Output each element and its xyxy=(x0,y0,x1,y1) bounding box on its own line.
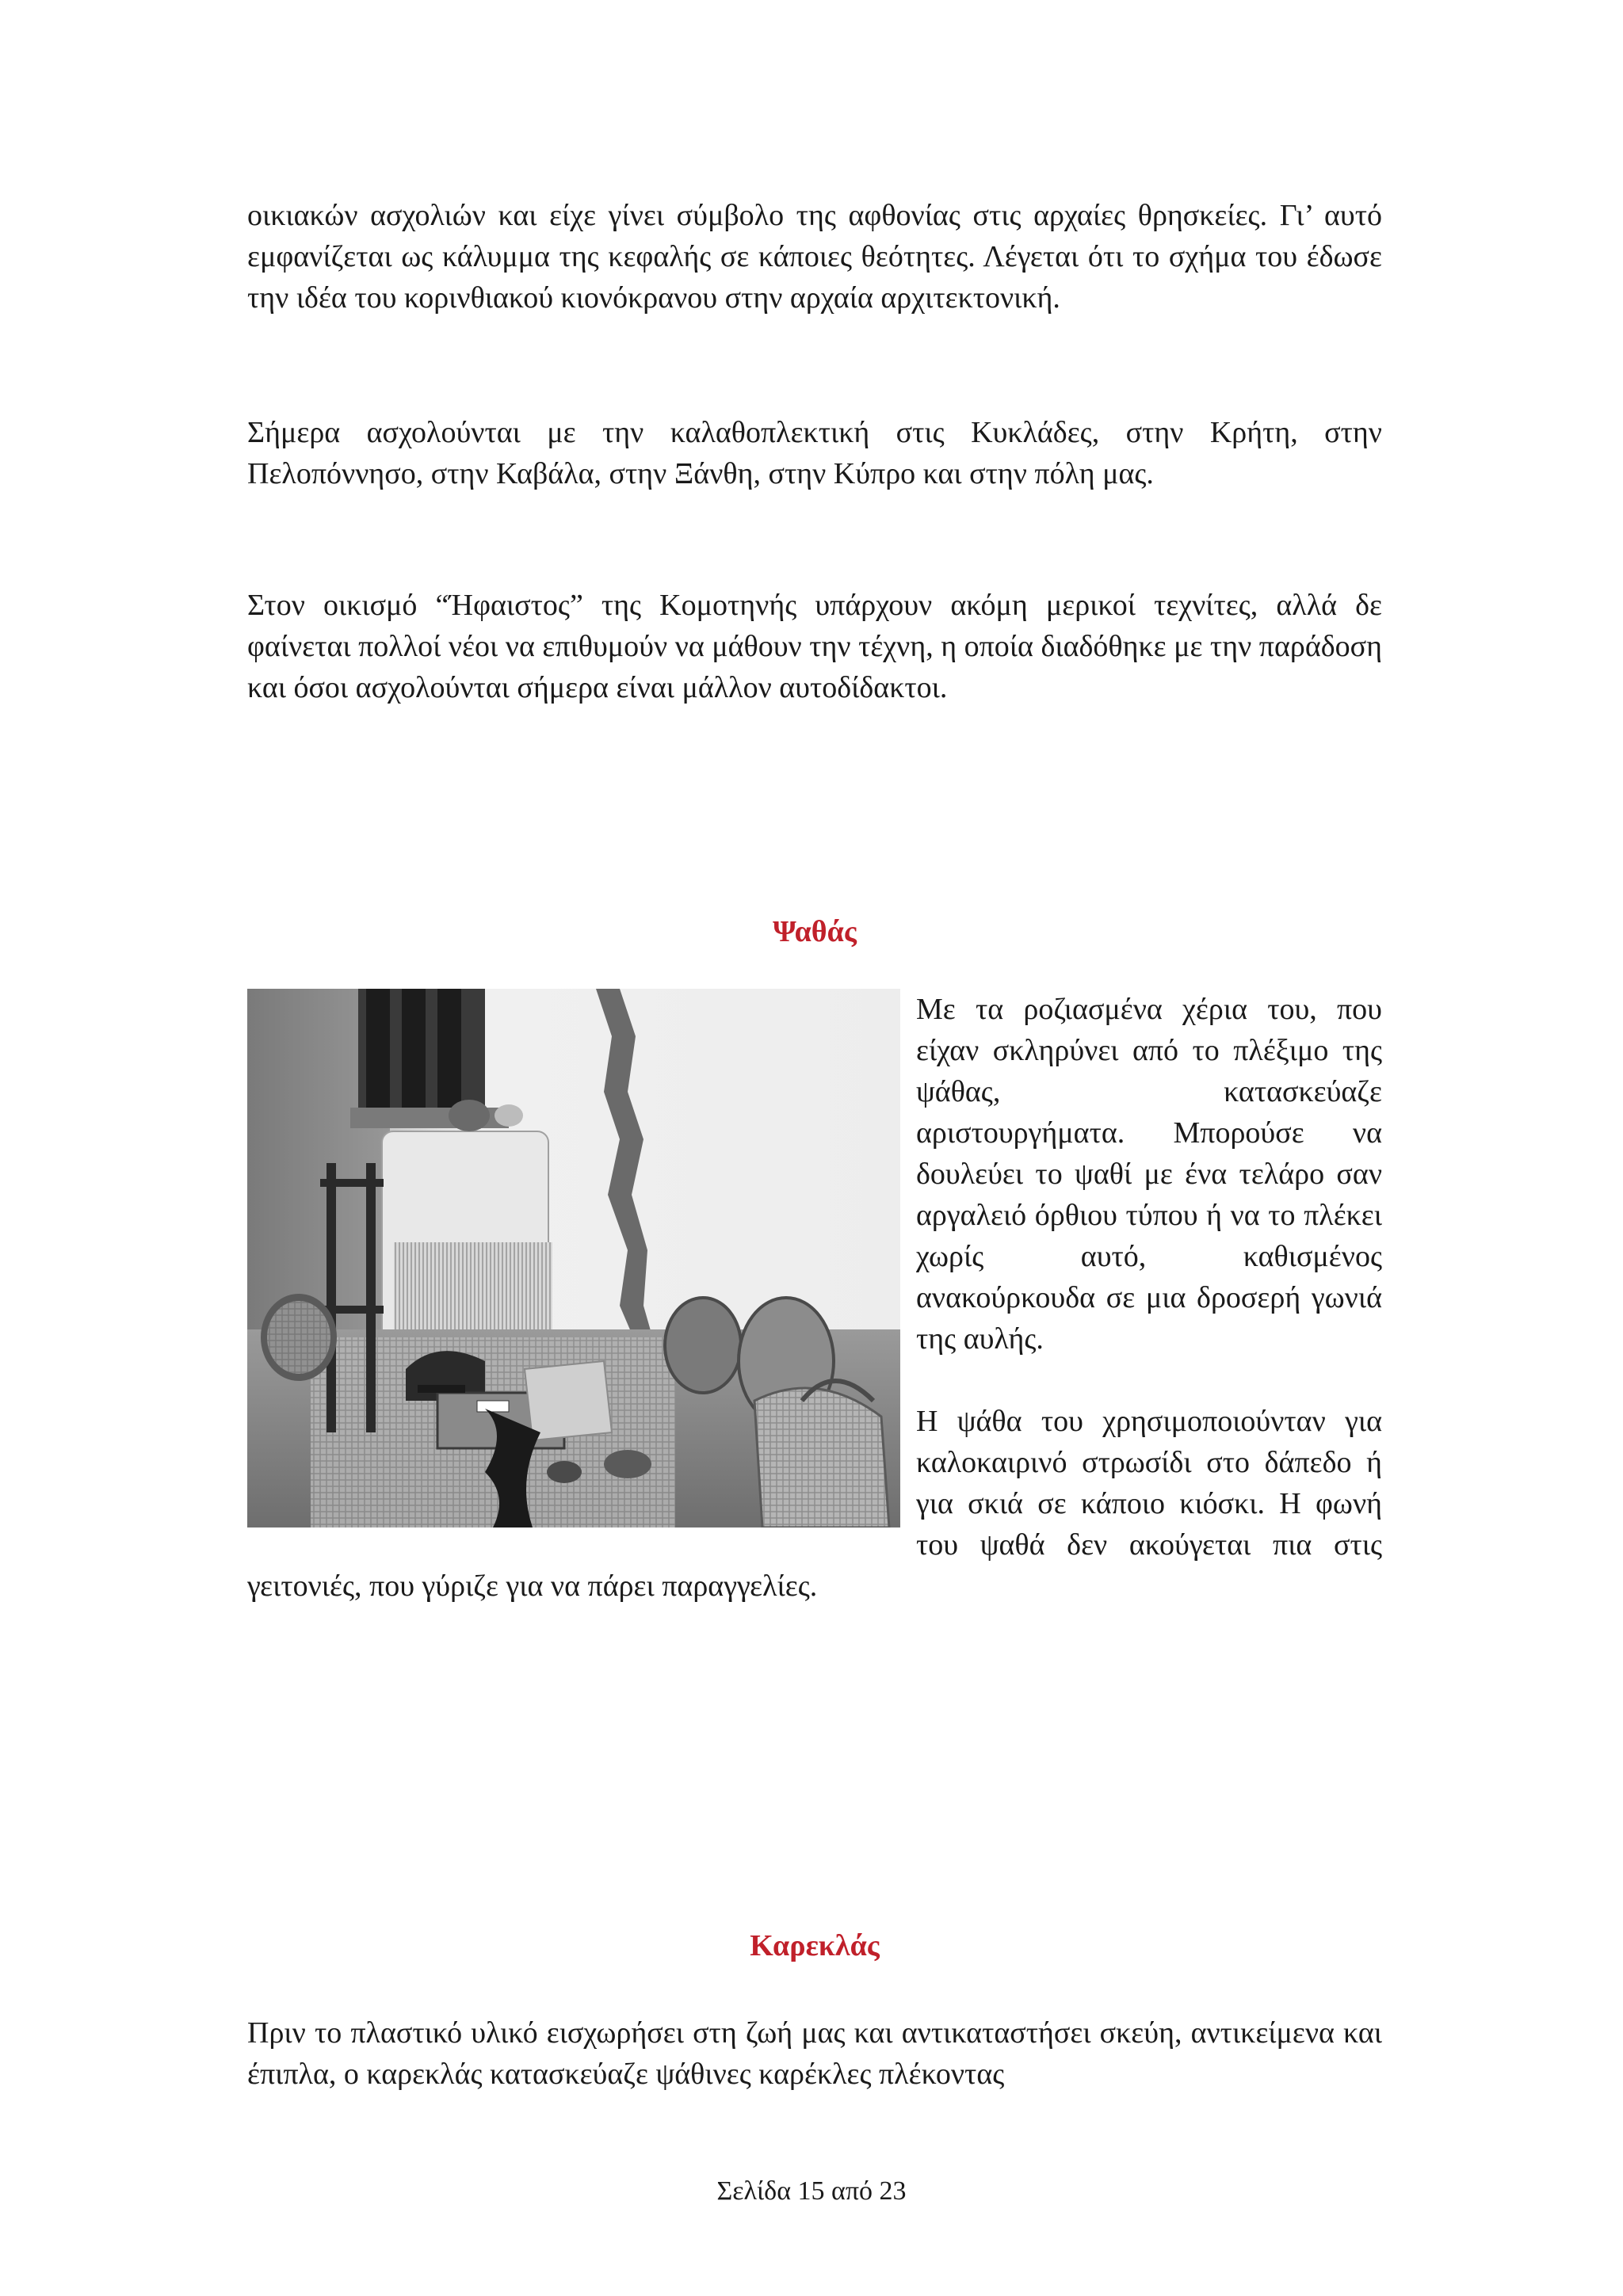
section-heading-psathas: Ψαθάς xyxy=(773,915,857,948)
paragraph-psathas-craft: Με τα ροζιασμένα χέρια του, που είχαν σκληρύνει από το πλέξιμο της ψάθας, κατασκεύαζε αριστουργήματα. Μπορούσε να δουλεύει το ψαθί με ένα τελάρο σαν αργαλειό όρθιου τύπου ή να το πλέκει χωρίς αυτό, καθισμένος ανακούρκουδα σε μια δροσερή γωνιά της αυλής. xyxy=(916,993,1382,1356)
paragraph-kareklas-intro xyxy=(247,2012,1382,2095)
psathas-section-body xyxy=(247,989,1382,1607)
paragraph-basketry-today xyxy=(247,412,1382,494)
paragraph-basketry-history xyxy=(247,195,1382,318)
section-heading-kareklas: Καρεκλάς xyxy=(750,1929,880,1962)
paragraph-text: Στον οικισμό “Ήφαιστος” της Κομοτηνής υπάρχουν ακόμη μερικοί τεχνίτες, αλλά δε φαίνεται πολλοί νέοι να επιθυμούν να μάθουν την τέχνη, η οποία διαδόθηκε με την παράδοση και όσοι ασχολούνται σήμερα είναι μάλλον αυτοδίδακτοι. xyxy=(247,589,1382,704)
page-number-footer: Σελίδα 15 από 23 xyxy=(716,2176,907,2206)
paragraph-psathas-uses: Η ψάθα του χρησιμοποιούνταν για καλοκαιρινό στρωσίδι στο δάπεδο ή για σκιά σε κάποιο κιόσκι. Η φωνή του ψαθά δεν ακούγεται πια στις γειτονιές, που γύριζε για να πάρει παραγγελίες. xyxy=(247,1405,1382,1603)
museum-photo-straw-crafts xyxy=(247,989,900,1527)
paragraph-hephaestus-settlement xyxy=(247,585,1382,708)
museum-photo-illustration xyxy=(247,989,900,1527)
paragraph-text: οικιακών ασχολιών και είχε γίνει σύμβολο της αφθονίας στις αρχαίες θρησκείες. Γι’ αυτό εμφανίζεται ως κάλυμμα της κεφαλής σε κάποιες θεότητες. Λέγεται ότι το σχήμα του έδωσε την ιδέα του κορινθιακού κιονόκρανου στην αρχαία αρχιτεκτονική. xyxy=(247,199,1382,315)
paragraph-text: Πριν το πλαστικό υλικό εισχωρήσει στη ζωή μας και αντικαταστήσει σκεύη, αντικείμενα και έπιπλα, ο καρεκλάς κατασκεύαζε ψάθινες καρέκλες πλέκοντας xyxy=(247,2016,1382,2091)
paragraph-text: Σήμερα ασχολούνται με την καλαθοπλεκτική στις Κυκλάδες, στην Κρήτη, στην Πελοπόννησο, στην Καβάλα, στην Ξάνθη, στην Κύπρο και στην πόλη μας. xyxy=(247,416,1382,490)
